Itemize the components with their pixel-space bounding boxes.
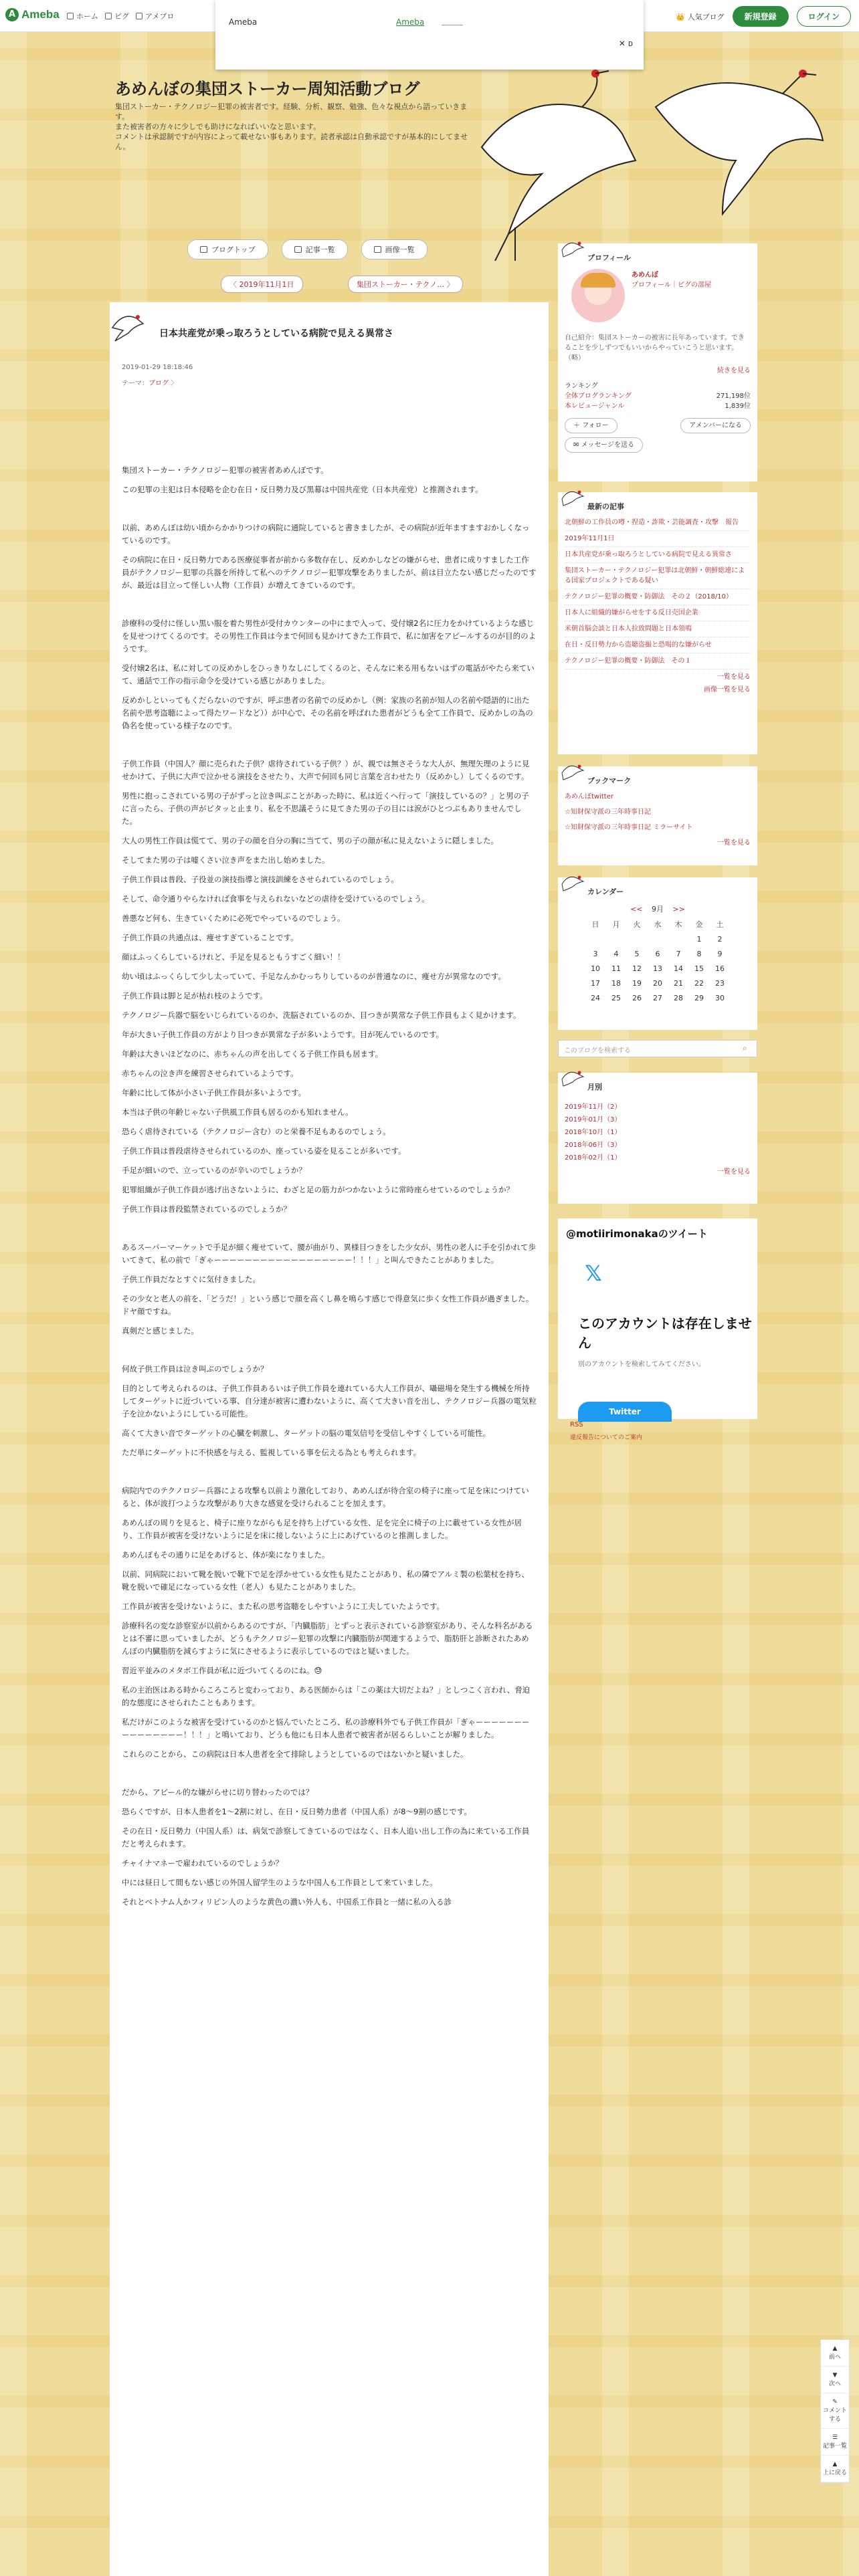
calendar-day: 19: [632, 978, 642, 988]
comment-button[interactable]: ✎ コメントする: [821, 2393, 849, 2429]
entry-paragraph: 善悪など何も、生きていくために必死でやっているのでしょう。: [122, 914, 345, 923]
entry-paragraph: 子供工作員（中国人？顔に売られた子供？虐待されている子供？）が、親では無さそうな大人が、無理矢理のように見せかけて、子供に大声で泣かせる演技をさせたり、大声で何回も同じ言葉を言わせたり（反めかし）してくるのです。: [122, 759, 530, 781]
blog-title[interactable]: あめんぼの集団ストーカー周知活動ブログ: [115, 80, 420, 98]
crane-heading-icon: [561, 1067, 585, 1087]
home-icon: [200, 246, 207, 253]
calendar-day: 21: [674, 978, 683, 988]
calendar-day: 3: [593, 949, 598, 958]
entry-title[interactable]: 日本共産党が乗っ取ろうとしている病院で見える異常さ: [159, 328, 393, 339]
calendar-weekday: 月: [612, 920, 620, 929]
entry-paragraph: 子供工作員は普段虐待させられているのか、座っている姿を見ることが多いです。: [122, 1146, 406, 1156]
calendar-day: 13: [653, 964, 662, 973]
crane-heading-icon: [561, 761, 585, 781]
monthly-list-link[interactable]: 一覧を見る: [717, 1168, 751, 1176]
recent-item[interactable]: テクノロジー犯罪の概要・防御法 その１: [565, 653, 751, 669]
entry-paragraph: 子供工作員は脚と足が枯れ枝のようです。: [122, 991, 268, 1000]
entry-body: [122, 439, 537, 1915]
twitter-handle[interactable]: @motiirimonakaのツイート: [566, 1228, 708, 1240]
recent-list-link[interactable]: 一覧を見る: [717, 673, 751, 681]
calendar-weekday: 金: [695, 920, 703, 929]
calendar-weekday: 火: [633, 920, 641, 929]
ameba-logo-text: Ameba: [21, 8, 60, 21]
calendar-day: 20: [653, 978, 662, 988]
tab-entry-list[interactable]: 記事一覧: [282, 239, 348, 259]
monthly-heading: 月別: [587, 1083, 602, 1091]
crane-avatar-icon: [110, 308, 146, 344]
calendar-day: [585, 932, 606, 946]
pigg-icon: [105, 13, 112, 19]
monthly-item[interactable]: 2019年11月（2）: [565, 1103, 622, 1111]
calendar-day: 29: [694, 993, 704, 1002]
entry-paragraph: この犯罪の主犯は日本侵略を企む在日・反日勢力及び黒幕は中国共産党（日本共産党）と推測されます。: [122, 485, 483, 494]
entry-date: 2019-01-29 18:18:46: [122, 364, 193, 371]
twitter-empty-message: このアカウントは存在しません: [578, 1315, 752, 1351]
calendar-day: [648, 932, 668, 946]
twitter-bird-icon: 𝕏: [585, 1261, 602, 1286]
image-list-link[interactable]: 画像一覧を見る: [704, 686, 751, 693]
next-button[interactable]: ▼ 次へ: [821, 2367, 849, 2393]
calendar-day: 12: [632, 964, 642, 973]
ad-close-button[interactable]: ✕ ᴅ: [618, 39, 633, 48]
calendar-day: 6: [655, 949, 660, 958]
sidebar-calendar: [558, 877, 757, 1030]
calendar-weekday: 土: [716, 920, 724, 929]
entry-paragraph: だから、アピール的な嫌がらせに切り替わったのでは？: [122, 1788, 314, 1797]
report-link[interactable]: 違反報告についてのご案内: [570, 1434, 642, 1441]
recent-item[interactable]: 北朝鮮の工作員の噂・捏造・詐欺・芸能調査・攻撃 報告: [565, 515, 751, 531]
ameblo-icon: [136, 13, 142, 19]
rss-link[interactable]: RSS: [570, 1421, 583, 1428]
nav-ameblo[interactable]: アメブロ: [136, 11, 174, 21]
calendar-day: 25: [611, 993, 621, 1002]
calendar-month: 9月: [652, 905, 664, 914]
entry-paragraph: 習近平並みのメタボ工作員が私に近づいてくるのにね。😓: [122, 1666, 322, 1675]
calendar-next[interactable]: >>: [672, 905, 685, 914]
entry-paragraph: チャイナマネーで雇われているのでしょうか？: [122, 1858, 284, 1868]
profile-more-link[interactable]: 続きを見る: [717, 367, 751, 374]
register-button[interactable]: 新規登録: [733, 6, 789, 27]
entry-main: [110, 302, 549, 2576]
entry-paragraph: 年齢に比して体が小さい子供工作員が多いようです。: [122, 1088, 306, 1097]
monthly-item[interactable]: 2019年01月（3）: [565, 1116, 622, 1123]
blog-search-input[interactable]: このブログを検索する: [558, 1040, 757, 1057]
entry-paragraph: これらのことから、この病院は日本人患者を全て排除しようとしているのではないかと疑いました。: [122, 1749, 468, 1759]
entry-paragraph: その在日・反日勢力（中国人系）は、病気で診察してきているのではなく、日本人追い出し工作の為に来ている工作員だと考えられます。: [122, 1826, 530, 1848]
calendar-day: 15: [694, 964, 704, 973]
ad-label: Ameba: [229, 17, 258, 27]
tab-image-list[interactable]: 画像一覧: [361, 239, 427, 259]
profile-heading: プロフィール: [587, 253, 631, 262]
ameba-logo-icon: A: [5, 8, 19, 21]
entry-theme: テーマ：ブログ 〉: [122, 380, 178, 387]
back-to-top-button[interactable]: ▲ 上に戻る: [821, 2456, 849, 2482]
next-entry-link[interactable]: 集団ストーカー・テクノ… 〉: [348, 276, 463, 293]
twitter-widget: [558, 1218, 757, 1419]
entry-paragraph: 真剣だと感じました。: [122, 1326, 199, 1335]
profile-links[interactable]: プロフィール｜ピグの部屋: [632, 282, 711, 289]
entry-paragraph: 中には昼日して間もない感じの外国人留学生のような中国人も工作員として来ていました。: [122, 1878, 438, 1887]
entry-paragraph: 以前、同病院において靴を脱いで靴下で足を浮かせている女性も見たことがあり、私の隣でアルミ製の松葉杖を持ち、靴を脱いで確足になっている女性（老人）も見たことがありました。: [122, 1570, 530, 1592]
calendar-day: 28: [674, 993, 683, 1002]
bookmark-heading: ブックマーク: [587, 776, 632, 785]
calendar-day: 30: [715, 993, 725, 1002]
entry-paragraph: 年が大きい子供工作員の方がより目つきが異常な子が多いようです。目が死んでいるのです。: [122, 1030, 444, 1039]
recent-item[interactable]: 米朝首脳会談と日本人拉致問題と日本領鳴: [565, 621, 751, 637]
calendar-day: 23: [715, 978, 725, 988]
search-icon[interactable]: ⌕: [743, 1043, 747, 1053]
entry-paragraph: 男性に抱っこされている男の子がずっと泣き叫ぶことがあった時に、私は近くへ行って「演技しているの？」と男の子に言ったら、子供の声がピタッと止まり、私を不思議そうに見てきた男の子の目には涙がひとつぶもありませんでした。: [122, 791, 529, 826]
calendar-day: 1: [696, 934, 702, 944]
camera-icon: [374, 246, 381, 253]
cranes-illustration: [468, 67, 830, 261]
calendar-day: 9: [717, 949, 723, 958]
crane-left: [482, 70, 636, 261]
bookmark-list-link[interactable]: 一覧を見る: [717, 839, 751, 847]
twitter-button[interactable]: Twitter: [578, 1402, 672, 1422]
blog-description: 集団ストーカー・テクノロジー犯罪の被害者です。経験、分析、観察、勉強、色々な視点から語っていきます。 また被害者の方々に少しでも助けになればいいなと思います。 コメントは承認制ですが内容によって載せない事もあります。読者承認は自動承認ですが基本的にしてません。: [115, 102, 468, 151]
monthly-item[interactable]: 2018年06月（3）: [565, 1142, 622, 1149]
login-button[interactable]: ログイン: [797, 6, 851, 27]
entry-paragraph: 以前、あめんぼは幼い頃からかかりつけの病院に通院していると書きましたが、その病院が近年ますますおかしくなっているのです。: [122, 523, 530, 545]
entry-paragraph: テクノロジー兵器で脳をいじられているのか、洗脳されているのか、目つきが異常な子供工作員もよく見かけます。: [122, 1010, 521, 1020]
recent-item[interactable]: 2019年11月1日: [565, 531, 751, 547]
ad-overlay: [215, 0, 644, 70]
calendar-day: 24: [591, 993, 600, 1002]
crane-heading-icon: [561, 238, 585, 258]
entry-paragraph: 受付嬢2名は、私に対しての反めかしをひっきりなしにしてくるのと、そんなに来る用もないはずの電話がやたら来ていて、通話で工作の指示命令を受けている感じがありました。: [122, 663, 535, 685]
entry-paragraph: その少女と老人の前を、「どうだ！」という感じで顔を高くし鼻を鳴らす感じで得意気に歩く女性工作員が過ぎました。ドヤ顔ですね。: [122, 1294, 534, 1316]
recent-item[interactable]: 日本共産党が乗っ取ろうとしている病院で見える異常さ: [565, 547, 751, 563]
entry-paragraph: 本当は子供の年齢じゃない子供風工作員も居るのかも知れません。: [122, 1107, 353, 1117]
entry-paragraph: 大人の男性工作員は慌てて、男の子の顔を自分の胸に当てて、男の子の顔が私に見えないように隠しました。: [122, 836, 499, 845]
entry-paragraph: あめんぼもその通りに足をあげると、体が楽になりました。: [122, 1550, 330, 1560]
ranking-genre[interactable]: 本レビュージャンル 1,839位: [565, 403, 751, 410]
follow-button[interactable]: ＋ フォロー: [565, 418, 617, 433]
monthly-item[interactable]: 2018年10月（1）: [565, 1129, 622, 1136]
entry-paragraph: 手足が細いので、立っているのが辛いのでしょうか？: [122, 1166, 306, 1175]
calendar-day: [606, 932, 627, 946]
entry-paragraph: 目的として考えられるのは、子供工作員あるいは子供工作員を連れている大人工作員が、囁磁場を発生する機械を所持してターゲットに近づいている事、自分達が被害に遭わないように、高くて大きい音を出し、テクノロジー兵器の電気粒子を泣かないようにしている可能性。: [122, 1384, 537, 1418]
entry-paragraph: 犯罪組織が子供工作員が逃げ出さないように、わざと足の筋力がつかないように常時座らせているのでしょうか？: [122, 1185, 514, 1194]
entry-paragraph: 工作員が被害を受けないように、また私の思考盗聴をしやすいように工夫していたようです。: [122, 1602, 445, 1611]
calendar-day: 7: [676, 949, 681, 958]
message-button[interactable]: ✉ メッセージを送る: [565, 437, 643, 453]
profile-name[interactable]: あめんぼ: [632, 272, 658, 279]
entry-paragraph: 反めかしといってもくだらないのですが、呼ぶ患者の名前での反めかし（例：家族の名前が知人の名前や隠語的に出た名前や思考盗聴によって得たワードなど））が中心で、その名前を呼ばれた患者がどうも全て工作員で、反めかしの為の偽名を使っている様子なのです。: [122, 695, 533, 730]
calendar-prev[interactable]: <<: [630, 905, 643, 914]
sidebar-monthly: [558, 1073, 757, 1204]
nav-pigg[interactable]: ピグ: [105, 11, 129, 21]
entry-list-button[interactable]: ☰ 記事一覧: [821, 2429, 849, 2456]
twitter-empty-sub: 別のアカウントを検索してみてください。: [578, 1361, 705, 1368]
recent-item[interactable]: 在日・反日勢力から盗聴盗撮と恐喝的な嫌がらせ: [565, 637, 751, 653]
tab-blog-top[interactable]: ブログトップ: [187, 239, 268, 259]
calendar-weekday: 水: [654, 920, 662, 929]
blog-tabs: [187, 239, 427, 259]
entry-paragraph: 幼い頃はふっくらして少し太っていて、手足なんかむっちりしているのが普通なのに、痩せ方が異常なのです。: [122, 972, 506, 981]
entry-paragraph: 子供工作員は普段監禁されているのでしょうか？: [122, 1204, 291, 1214]
entry-paragraph: そしてまた男の子は嘘くさい泣き声をまた出し始めました。: [122, 855, 330, 865]
amember-button[interactable]: アメンバーになる: [680, 418, 751, 433]
entry-paragraph: あめんぼの周りを見ると、椅子に座りながらも足を持ち上げている女性、足を完全に椅子の上に載せている女性が居り、工作員が被害を受けないように足を床に接しないように上にあげているのと推測しました。: [122, 1518, 522, 1540]
entry-paragraph: 私だけがこのような被害を受けているのかと悩んでいたところ、私の診療科外でも子供工作員が「ぎゃーーーーーーーーーーーーーーー！！！」と鳴いており、どうも他にも日本人患者で被害者が居るらしいことが解りました。: [122, 1717, 530, 1739]
home-icon: [67, 13, 74, 19]
nav-home[interactable]: ホーム: [67, 11, 98, 21]
calendar-day: 8: [696, 949, 702, 958]
entry-paragraph: 子供工作員だなとすぐに気付きました。: [122, 1275, 260, 1284]
entry-paragraph: 何故子供工作員は泣き叫ぶのでしょうか？: [122, 1364, 268, 1374]
entry-paragraph: 診療科の受付に怪しい黒い服を着た男性が受付カウンターの中にまで入って、受付嬢2名に圧力をかけているような感じを見せつけてくるのです。その男性工作員は今まで何回も見かけてきた工作員で、私に加害をアピールするのが目的のようです。: [122, 619, 537, 653]
bookmark-item[interactable]: ☆知財保守派の三年時事日記 ミラーサイト: [565, 824, 693, 831]
calendar-day: 26: [632, 993, 642, 1002]
ad-link[interactable]: Ameba: [396, 17, 425, 27]
entry-paragraph: その病院に在日・反日勢力である医療従事者が前から多数存在し、反めかしなどの嫌がらせ、患者に成りすました工作員がテクノロジー犯罪の兵器を所持して私へのテクノロジー犯罪攻撃をありましたが、前は目立たない感じだったのですが、最近は目立って怪しい人物（工作員）が増えてきているのです。: [122, 555, 537, 590]
entry-paragraph: あるスーパーマーケットで手足が細く痩せていて、腰が曲がり、異様目つきをした少女が、男性の老人に手を引かれて歩いてきて、私の前で「ぎゃーーーーーーーーーーーーーーーーーー！！！」と叫んできたことがありました。: [122, 1243, 537, 1265]
ameba-logo[interactable]: [5, 8, 60, 21]
calendar-day: 16: [715, 964, 725, 973]
top-nav: [67, 11, 174, 21]
entry-paragraph: 高くて大きい音でターゲットの心臓を刺激し、ターゲットの脳の電気信号を受信しやすくしている可能性。: [122, 1428, 491, 1438]
entry-paragraph: 子供工作員の共通点は、痩せすぎていることです。: [122, 933, 298, 942]
calendar-day: [668, 932, 689, 946]
ad-underline: [442, 17, 463, 25]
entry-paragraph: それとベトナム人かフィリピン人のような黄色の濃い外人も、中国系工作員と一緒に私の入る診: [122, 1897, 452, 1907]
calendar-day: 22: [694, 978, 704, 988]
ranking-overall[interactable]: 全体ブログランキング 271,198位: [565, 393, 751, 400]
calendar-day: 11: [611, 964, 621, 973]
entry-paragraph: 病院内でのテクノロジー兵器による攻撃も以前より激化しており、あめんぼが待合室の椅子に座って足を床につけていると、体が波打つような攻撃があり大きな感覚を受けられることを加えます。: [122, 1486, 529, 1508]
calendar-day: 2: [717, 934, 723, 944]
recent-item[interactable]: 集団ストーカー・テクノロジー犯罪は北朝鮮・朝鮮総連による国家プロジェクトである疑い: [565, 563, 751, 589]
calendar-day: 10: [591, 964, 600, 973]
entry-paragraph: 年齢は大きいほどなのに、赤ちゃんの声を出してくる子供工作員も居ます。: [122, 1049, 383, 1059]
entry-paragraph: 恐らくですが、日本人患者を1〜2割に対し、在日・反日勢力患者（中国人系）が8〜9割の感じです。: [122, 1807, 472, 1816]
entry-paragraph: 私の主治医はある時からころころと変わっており、ある医師からは「この薬は大切だよね？」としつこく言われ、脅迫的な態度にさせられたこともあります。: [122, 1685, 531, 1707]
monthly-item[interactable]: 2018年02月（1）: [565, 1154, 622, 1162]
crane-right: [656, 70, 823, 214]
bookmark-item[interactable]: あめんぼtwitter: [565, 793, 613, 800]
calendar-day: 18: [611, 978, 621, 988]
entry-paragraph: 診療科名の変な診察室が以前からあるのですが、「内臓脂肪」とずっと表示されている診察室があり、そんな科名があるとは不審に思っていましたが、どうもテクノロジー犯罪の攻撃に内臓脂肪が関連するようで、脂肪肝と診断されたあめんぼの内臓脂肪を減らすように気にさせるように表示しているのではと疑いました。: [122, 1621, 533, 1656]
entry-paragraph: そして、命令通りやらなければ食事を与えられないなどの虐待を受けているのでしょう。: [122, 894, 430, 903]
entry-paragraph: ただ単にターゲットに不快感を与える、監視している事を伝える為とも考えられます。: [122, 1448, 421, 1457]
calendar-weekday: 木: [674, 920, 682, 929]
crane-heading-icon: [561, 872, 585, 892]
theme-link[interactable]: ブログ: [149, 380, 169, 387]
list-icon: [294, 246, 302, 253]
crane-heading-icon: [561, 487, 585, 507]
entry-paragraph: 顔はふっくらしているけれど、手足を見るともうすごく細い！！: [122, 952, 345, 962]
sidebar-recent: [558, 492, 757, 754]
calendar-day: 27: [653, 993, 662, 1002]
bookmark-item[interactable]: ☆知財保守派の三年時事日記: [565, 809, 651, 816]
sidebar-profile: [558, 243, 757, 481]
calendar-day: 4: [613, 949, 619, 958]
calendar-heading: カレンダー: [587, 887, 624, 896]
prev-entry-link[interactable]: 〈 2019年11月1日: [221, 276, 303, 293]
prev-button[interactable]: ▲ 前へ: [821, 2340, 849, 2367]
calendar-table: [585, 917, 731, 1005]
recent-heading: 最新の記事: [587, 502, 624, 511]
entry-paragraph: 子供工作員は普段、子役並の演技指導と演技訓練をさせられているのでしょう。: [122, 875, 399, 884]
entry-paragraph: 恐らく虐待されている（テクノロジー含む）のと栄養不足もあるのでしょう。: [122, 1127, 391, 1136]
recent-item[interactable]: テクノロジー犯罪の概要・防御法 その２（2018/10）: [565, 589, 751, 605]
profile-intro: 自己紹介：集団ストーカーの被害に長年あっています。できることを少しずつでもいいからやっていこうと思います。（略）: [565, 334, 745, 362]
entry-paragraph: 赤ちゃんの泣き声を練習させられているようです。: [122, 1069, 298, 1078]
sidebar-bookmark: [558, 766, 757, 865]
calendar-weekday: 日: [591, 920, 599, 929]
calendar-day: 14: [674, 964, 683, 973]
calendar-day: 5: [634, 949, 640, 958]
profile-avatar[interactable]: [571, 269, 625, 322]
entry-paragraph: 集団ストーカー・テクノロジー犯罪の被害者あめんぼです。: [122, 465, 328, 475]
recent-item[interactable]: 日本人に組織的嫌がらせをする反日売国企業: [565, 605, 751, 621]
top-right-actions: [676, 6, 851, 27]
right-floating-bar: [820, 2339, 850, 2483]
ranking-label: ランキング: [565, 383, 598, 390]
popular-blog-link[interactable]: 👑 人気ブログ: [676, 12, 725, 21]
calendar-day: [627, 932, 648, 946]
calendar-day: 17: [591, 978, 600, 988]
